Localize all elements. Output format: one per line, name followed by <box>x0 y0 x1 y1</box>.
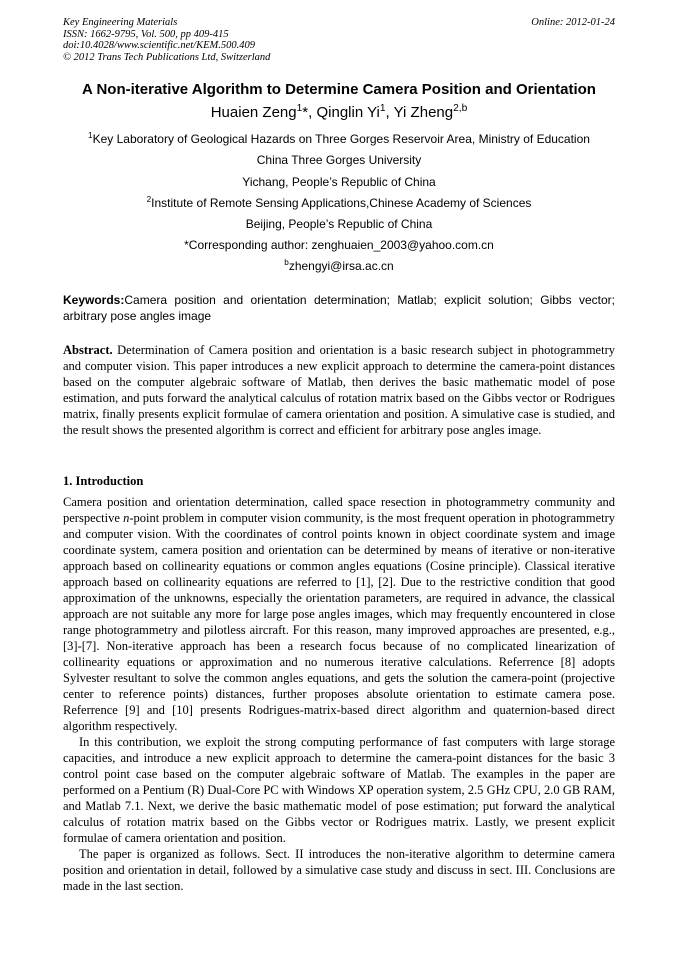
author-1-sup: 1 <box>296 103 303 114</box>
issn-line: ISSN: 1662-9795, Vol. 500, pp 409-415 <box>63 28 229 40</box>
italic-n: n <box>123 511 130 525</box>
author-2-name: Qinglin Yi <box>316 104 380 121</box>
keywords-text: Camera position and orientation determination; Matlab; explicit solution; Gibbs vector; arbitrary pose angles image <box>63 293 615 323</box>
author-3-sup: 2,b <box>453 103 468 114</box>
author-b-email: $^b$zhengyi@irsa.ac.cn <box>284 258 394 273</box>
section-1-heading: 1. Introduction <box>63 474 144 488</box>
affiliation-1-line-2: China Three Gorges University <box>256 153 422 167</box>
online-date: Online: 2012-01-24 <box>531 17 615 28</box>
affiliation-2-sup: 2 <box>146 195 152 204</box>
affiliation-1-line-1: $^1$Key Laboratory of Geological Hazards on Three Gorges Reservoir Area, Ministry of Education <box>88 131 590 146</box>
affiliation-1-line-3: Yichang, People’s Republic of China <box>242 175 436 189</box>
keywords <box>63 292 615 324</box>
author-2-sup: 1 <box>379 103 386 114</box>
keywords-label: Keywords: <box>63 293 125 307</box>
corresponding-author: *Corresponding author: zenghuaien_2003@yahoo.com.cn <box>184 238 494 252</box>
author-1-name: Huaien Zeng <box>210 104 297 121</box>
doi-line: doi:10.4028/www.scientific.net/KEM.500.409 <box>63 40 255 51</box>
intro-paragraph-1: Camera position and orientation determination, called space resection in photogrammetry community and perspective n-point problem in computer vision community, is the most frequent operation in photogrammetry and computer vision. With the coordinates of control points known in object coordinate system and image coordinate system, camera position and orientation can be determined by means of iterative or non-iterative approach based on collinearity equations or common angles equations (Cosine principle). Classical iterative approach based on collinearity equations are referred to [1], [2]. Due to the restrictive condition that good approximation of the unknowns, especially the orientation parameters, are required in advance, the classical approach are not suitable any more for large pose angles images, which may frequently encountered in close range photogrammetry and pilotless aircraft. For this reason, many improved approaches are presented, e.g., [3]-[7]. Non-iterative approach has been a research focus because of no complicated linearization of collinearity equations or approximation and no numerous iterative calculations. Referrence [8] adopts Sylvester resultant to solve the common angles equations, and gets the solution the camera-point (projective center to reference points) distances, further proposes absolute orientation to estimate camera pose. Referrence [9] and [10] presents Rodrigues-matrix-based direct algorithm and quaternion-based direct algorithm respectively. <box>63 495 616 733</box>
intro-paragraph-3: The paper is organized as follows. Sect. II introduces the non-iterative algorithm to determine camera position and orientation in detail, followed by a simulative case study and discuss in sect. III. Conclusions are made in the last section. <box>63 847 615 893</box>
affiliation-2-line-2: Beijing, People’s Republic of China <box>245 217 433 231</box>
email-b-sup: b <box>284 258 289 267</box>
abstract-text: Determination of Camera position and orientation is a basic research subject in photogrammetry and computer vision. This paper introduces a new explicit approach to determine the camera-point distances based on the computer algebraic software of Matlab, then derives the basic mathematic model of pose estimation, and puts forward the analytical calculus of rotation matrix based on the Gibbs vector or Rodrigues matrix, finally presents explicit formulae of camera orientation and position. A simulative case is studied, and the result shows the presented algorithm is correct and efficient for arbitrary pose angles image. <box>63 343 615 437</box>
author-3-name: Yi Zheng <box>393 104 454 121</box>
author-line <box>0 103 678 123</box>
copyright-line: © 2012 Trans Tech Publications Ltd, Switzerland <box>63 51 271 63</box>
intro-paragraph-2: In this contribution, we exploit the strong computing performance of fast computers with large storage capacities, and introduce a new explicit approach to determine the camera-point distances for the basic 3 control point case based on the computer algebraic software of Matlab. The examples in the paper are performed on a Pentium (R) Dual-Core PC with Windows XP operation system, 2.5 GHz CPU, 2.0 GB RAM, and Matlab 7.1. Next, we derive the basic mathematic model of pose estimation; put forward the analytical calculus of rotation matrix based on the Gibbs vector or Rodrigues matrix. Lastly, we present explicit formulae of camera orientation and position. <box>63 735 615 845</box>
journal-name: Key Engineering Materials <box>63 17 178 28</box>
journal-header <box>63 17 270 63</box>
affiliation-1-sup: 1 <box>88 131 93 140</box>
author-1-mark: *, <box>302 104 317 121</box>
abstract <box>63 342 615 438</box>
author-separator: , <box>385 104 394 121</box>
abstract-label: Abstract. <box>63 343 113 357</box>
section-1-body <box>63 494 615 894</box>
affiliation-2-line-1: $^2$Institute of Remote Sensing Applications,Chinese Academy of Sciences <box>146 195 532 210</box>
paper-title: A Non-iterative Algorithm to Determine Camera Position and Orientation <box>82 81 596 98</box>
